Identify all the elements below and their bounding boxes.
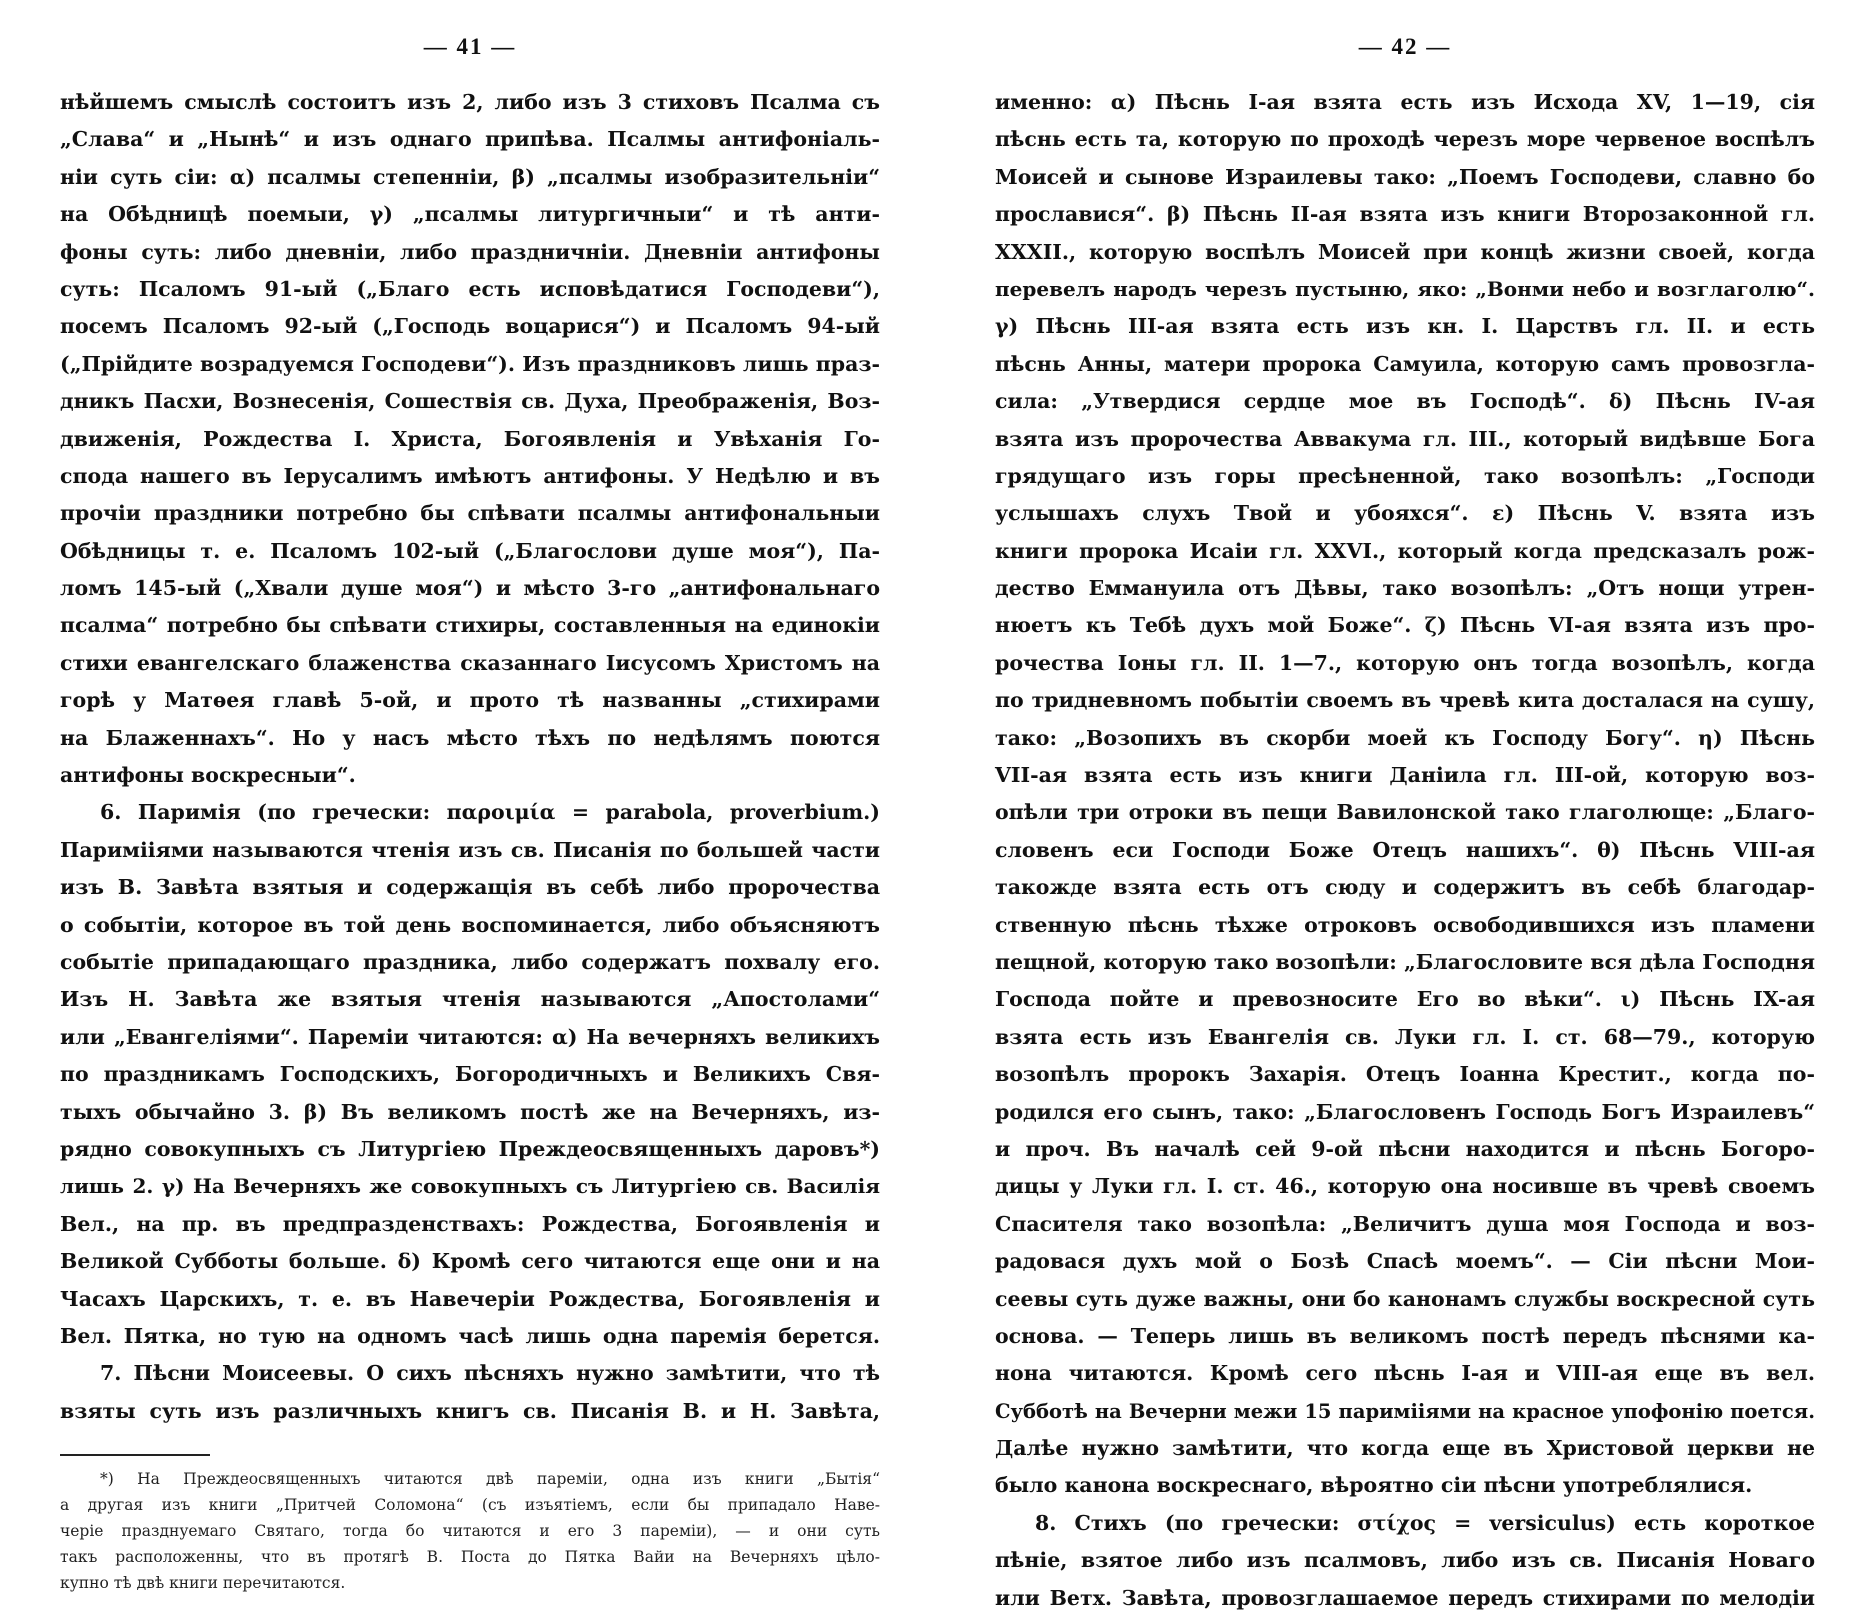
footnote-line: а другая изъ книги „Притчей Соломона“ (съ изъятіемъ, если бы припадало Наве- — [60, 1496, 880, 1515]
text-line: дникъ Пасхи, Вознесенія, Сошествія св. Духа, Преображенія, Воз- — [60, 389, 880, 414]
text-line: по праздникамъ Господскихъ, Богородичныхъ и Великихъ Свя- — [60, 1062, 880, 1087]
text-line: Спасителя тако возопѣла: „Величитъ душа моя Господа и воз- — [995, 1211, 1815, 1236]
page-number-right: — 42 — — [1358, 34, 1452, 59]
text-line: суть: Псаломъ 91-ый („Благо есть исповѣдатися Господеви“), — [60, 276, 880, 301]
footnote-line: *) На Преждеосвященныхъ читаются двѣ пареміи, одна изъ книги „Бытія“ — [100, 1470, 880, 1489]
text-line: ственную пѣснь тѣхже отроковъ освободившихся изъ пламени — [995, 912, 1815, 937]
text-line: взята есть изъ Евангелія св. Луки гл. І. ст. 68—79., которую — [995, 1024, 1815, 1049]
text-line: именно: α) Пѣснь І-ая взята есть изъ Исхода XV, 1—19, сія — [995, 90, 1815, 114]
text-line: стихи евангелскаго блаженства сказаннаго Іисусомъ Христомъ на — [60, 650, 880, 675]
text-line: фоны суть: либо дневніи, либо праздничніи. Дневніи антифоны — [60, 239, 880, 264]
text-line: пѣніе, взятое либо изъ псалмовъ, либо изъ св. Писанія Новаго — [995, 1548, 1815, 1573]
text-line: 6. Паримія (по гречески: παροιμία = parabola, proverbium.) — [100, 800, 880, 825]
text-line: радовася духъ мой о Бозѣ Спасѣ моемъ“. — Сіи пѣсни Мои- — [995, 1249, 1815, 1274]
footnote — [60, 1466, 880, 1596]
body-text-left — [60, 84, 880, 1430]
text-line: Вел. Пятка, но тую на одномъ часѣ лишь одна паремія берется. — [60, 1323, 880, 1348]
text-line: XXXII., которую воспѣлъ Моисей при концѣ жизни своей, когда — [995, 239, 1815, 264]
page-right — [995, 30, 1815, 1617]
text-line: антифоны воскресныи“. — [60, 763, 356, 788]
text-line: изъ В. Завѣта взятыя и содержащія въ себѣ либо пророчества — [60, 875, 880, 900]
text-line: дество Еммануила отъ Дѣвы, тако возопѣлъ: „Отъ нощи утрен- — [995, 576, 1815, 601]
text-line: сила: „Утвердися сердце мое въ Господѣ“. δ) Пѣснь IV-ая — [995, 389, 1815, 414]
text-line: Далѣе нужно замѣтити, что когда еще въ Христовой церкви не — [995, 1436, 1815, 1461]
text-line: опѣли три отроки въ пещи Вавилонской тако глаголюще: „Благо- — [995, 800, 1815, 825]
text-line: псалма“ потребно бы спѣвати стихиры, составленныя на единокіи — [60, 613, 880, 638]
text-line: перевелъ народъ черезъ пустыню, яко: „Вонми небо и возглаголю“. — [995, 276, 1815, 301]
text-line: грядущаго изъ горы пресѣненной, тако возопѣлъ: „Господи — [995, 463, 1815, 488]
text-line: рочества Іоны гл. ІІ. 1—7., которую онъ тогда возопѣлъ, когда — [995, 650, 1815, 675]
footnote-line: купно тѣ двѣ книги перечитаются. — [60, 1574, 346, 1593]
text-line: Обѣдницы т. е. Псаломъ 102-ый („Благослови душе моя“), Па- — [60, 538, 880, 563]
text-line: ломъ 145-ый („Хвали душе моя“) и мѣсто 3-го „антифональнаго — [60, 576, 880, 601]
text-line: родился его сынъ, тако: „Благословенъ Господь Богъ Израилевъ“ — [995, 1099, 1815, 1124]
text-line: и проч. Въ началѣ сей 9-ой пѣсни находится и пѣснь Богоро- — [995, 1136, 1815, 1161]
text-line: словенъ еси Господи Боже Отецъ нашихъ“. θ) Пѣснь VIII-ая — [995, 837, 1815, 862]
text-line: прославися“. β) Пѣснь ІІ-ая взята изъ книги Второзаконной гл. — [995, 202, 1815, 227]
text-line: Изъ Н. Завѣта же взятыя чтенія называются „Апостолами“ — [60, 987, 880, 1012]
text-line: пещной, которую тако возопѣли: „Благословите вся дѣла Господня — [995, 949, 1815, 974]
page-number-left: — 41 — — [423, 34, 517, 59]
footnote-line: такъ расположенны, что въ протягѣ В. Поста до Пятка Вайи на Вечерняхъ цѣло- — [60, 1548, 880, 1567]
text-line: горѣ у Матѳея главѣ 5-ой, и прото тѣ названны „стихирами — [60, 688, 880, 713]
text-line: событіе припадающаго праздника, либо содержатъ похвалу его. — [60, 949, 880, 974]
text-line: нона читаются. Кромѣ сего пѣснь І-ая и VIII-ая еще въ вел. — [995, 1361, 1815, 1386]
text-line: книги пророка Исаіи гл. XXVI., который когда предсказалъ рож- — [995, 538, 1815, 563]
text-line: Часахъ Царскихъ, т. е. въ Навечеріи Рождества, Богоявленія и — [60, 1286, 880, 1311]
text-line: VII-ая взята есть изъ книги Даніила гл. ІІІ-ой, которую воз- — [995, 763, 1815, 788]
text-line: о событіи, которое въ той день воспоминается, либо объясняютъ — [60, 912, 880, 937]
text-line: рядно совокупныхъ съ Литургіею Преждеосвященныхъ даровъ*) — [60, 1136, 880, 1161]
text-line: Субботѣ на Вечерни межи 15 паримііями на красное упофонію поется. — [995, 1399, 1815, 1423]
text-line: („Прійдите возрадуемся Господеви“). Изъ праздниковъ лишь праз- — [60, 351, 880, 376]
text-line: было канона воскреснаго, вѣроятно сіи пѣсни употреблялися. — [995, 1473, 1753, 1498]
text-line: услышахъ слухъ Твой и убояхся“. ε) Пѣснь V. взята изъ — [995, 501, 1815, 526]
text-line: γ) Пѣснь ІІІ-ая взята есть изъ кн. І. Царствъ гл. ІІ. и есть — [995, 314, 1815, 339]
text-line: 8. Стихъ (по гречески: στίχος = versiculus) есть короткое — [1035, 1510, 1815, 1535]
text-line: Паримііями называются чтенія изъ св. Писанія по большей части — [60, 837, 880, 862]
body-text-right — [995, 84, 1815, 1617]
text-line: спода нашего въ Іерусалимъ имѣютъ антифоны. У Недѣлю и въ — [60, 463, 880, 488]
text-line: дицы у Луки гл. І. ст. 46., которую она носивше въ чревѣ своемъ — [995, 1174, 1815, 1199]
text-line: основа. — Теперь лишь въ великомъ постѣ передъ пѣснями ка- — [995, 1323, 1815, 1348]
text-line: взята изъ пророчества Аввакума гл. ІІІ., который видѣвше Бога — [995, 426, 1815, 451]
text-line: или Ветх. Завѣта, провозглашаемое передъ стихирами по мелодіи — [995, 1585, 1815, 1610]
text-line: такожде взята есть отъ сюду и содержитъ въ себѣ благодар- — [995, 875, 1815, 900]
text-line: или „Евангеліями“. Пареміи читаются: α) На вечерняхъ великихъ — [60, 1024, 880, 1049]
text-line: взяты суть изъ различныхъ книгъ св. Писанія В. и Н. Завѣта, — [60, 1398, 880, 1423]
text-line: посемъ Псаломъ 92-ый („Господь воцарися“) и Псаломъ 94-ый — [60, 314, 880, 339]
text-line: на Обѣдницѣ поемыи, γ) „псалмы литургичныи“ и тѣ анти- — [60, 202, 880, 227]
page-left — [60, 30, 880, 1596]
text-line: тако: „Возопихъ въ скорби моей къ Господу Богу“. η) Пѣснь — [995, 725, 1815, 750]
text-line: движенія, Рождества І. Христа, Богоявленія и Увѣханія Го- — [60, 426, 880, 451]
text-line: тыхъ обычайно 3. β) Въ великомъ постѣ же на Вечерняхъ, из- — [60, 1099, 880, 1124]
text-line: нѣйшемъ смыслѣ состоитъ изъ 2, либо изъ 3 стиховъ Псалма съ — [60, 90, 880, 114]
text-line: прочіи праздники потребно бы спѣвати псалмы антифональныи — [60, 501, 880, 526]
text-line: нюетъ къ Тебѣ духъ мой Боже“. ζ) Пѣснь VI-ая взята изъ про- — [995, 613, 1815, 638]
text-line: ніи суть сіи: α) псалмы степенніи, β) „псалмы изобразительніи“ — [60, 164, 880, 189]
text-line: по тридневномъ побытіи своемъ въ чревѣ кита досталася на сушу, — [995, 688, 1815, 713]
text-line: Великой Субботы больше. δ) Кромѣ сего читаются еще они и на — [60, 1249, 880, 1274]
text-line: 7. Пѣсни Моисеевы. О сихъ пѣсняхъ нужно замѣтити, что тѣ — [100, 1361, 880, 1386]
text-line: „Слава“ и „Нынѣ“ и изъ однаго припѣва. Псалмы антифоніаль- — [60, 127, 880, 152]
text-line: на Блаженнахъ“. Но у насъ мѣсто тѣхъ по недѣлямъ поются — [60, 725, 880, 750]
text-line: Моисей и сынове Израилевы тако: „Поемъ Господеви, славно бо — [995, 164, 1815, 189]
text-line: пѣснь есть та, которую по проходѣ черезъ море червеное воспѣлъ — [995, 127, 1815, 152]
footnote-line: черіе празднуемаго Святаго, тогда бо читаются и его 3 пареміи), — и они суть — [60, 1522, 880, 1541]
text-line: Вел., на пр. въ предпразденствахъ: Рождества, Богоявленія и — [60, 1211, 880, 1236]
text-line: лишь 2. γ) На Вечерняхъ же совокупныхъ съ Литургіею св. Василія — [60, 1174, 880, 1199]
text-line: сеевы суть дуже важны, они бо канонамъ службы воскресной суть — [995, 1286, 1815, 1311]
text-line: Господа пойте и превозносите Его во вѣки“. ι) Пѣснь IX-ая — [995, 987, 1815, 1012]
text-line: пѣснь Анны, матери пророка Самуила, которую самъ провозгла- — [995, 351, 1815, 376]
footnote-divider — [60, 1454, 210, 1456]
text-line: возопѣлъ пророкъ Захарія. Отецъ Іоанна Крестит., когда по- — [995, 1062, 1815, 1087]
